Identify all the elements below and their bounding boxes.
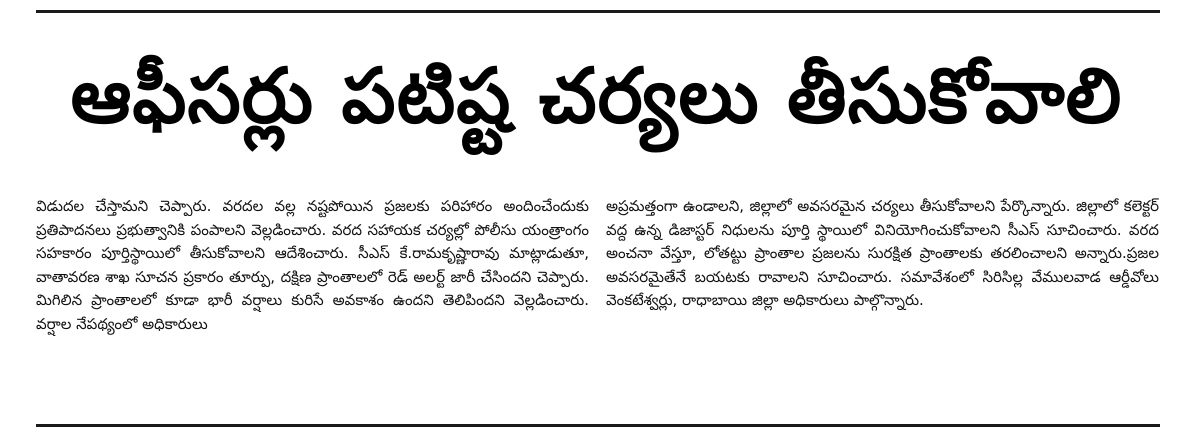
- article-column-right: అప్రమత్తంగా ఉండాలని, జిల్లాలో అవసరమైన చర్యలు తీసుకోవాలని పేర్కొన్నారు. జిల్లాలో కలెక్టర్ వద్ద ఉన్న డిజాస్టర్ నిధులను పూర్తి స్థాయిలో వినియోగించుకోవాలని సీఎస్ సూచించారు. వరద అంచనా వేస్తూ, లోతట్టు ప్రాంతాల ప్రజలను సురక్షిత ప్రాంతాలకు తరలించాలని అన్నారు.ప్రజల అవసరమైతేనే బయటకు రావాలని సూచించారు. సమావేశంలో సిరిసిల్ల వేములవాడ ఆర్డీవోలు వెంకటేశ్వర్లు, రాధాబాయి జిల్లా అధికారులు పాల్గొన్నారు.: [606, 197, 1159, 309]
- article-headline: ఆఫీసర్లు పటిష్ట చర్యలు తీసుకోవాలి: [70, 51, 1123, 140]
- bottom-rule: [36, 424, 1160, 427]
- article-column-left: విడుదల చేస్తామని చెప్పారు. వరదల వల్ల నష్టపోయిన ప్రజలకు పరిహారం అందించేందుకు ప్రతిపాదనలు ప్రభుత్వానికి పంపాలని వెల్లడించారు. వరద సహాయక చర్యల్లో పోలీసు యంత్రాంగం సహకారం పూర్తిస్థాయిలో తీసుకోవాలని ఆదేశించారు. సీఎస్ కే.రామకృష్ణారావు మాట్లాడుతూ, వాతావరణ శాఖ సూచన ప్రకారం తూర్పు, దక్షిణ ప్రాంతాలలో రెడ్ అలర్ట్ జారీ చేసిందని చెప్పారు. మిగిలిన ప్రాంతాలలో కూడా భారీ వర్షాలు కురిసే అవకాశం ఉందని తెలిపిందని వెల్లడించారు. వర్షాల నేపథ్యంలో అధికారులు: [36, 197, 589, 333]
- top-rule: [36, 10, 1160, 13]
